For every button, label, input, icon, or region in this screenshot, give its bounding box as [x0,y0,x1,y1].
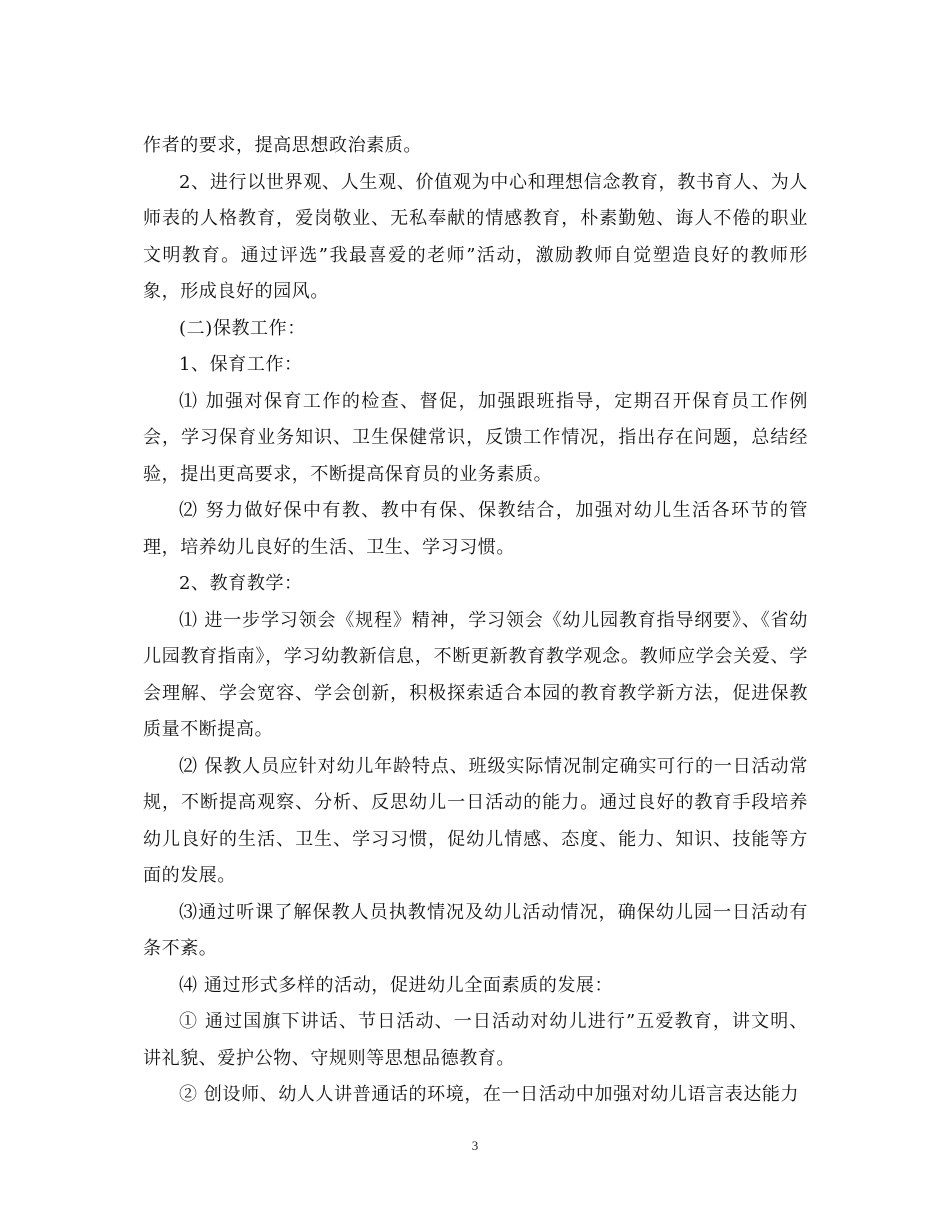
section-heading: (二)保教工作： [179,317,306,339]
paragraph: ⑵ 努力做好保中有教、教中有保、保教结合，加强对幼儿生活各环节的管理，培养幼儿良好的生活、卫生、学习习惯。 [143,500,808,558]
paragraph: ⑴ 加强对保育工作的检查、督促，加强跟班指导，定期召开保育员工作例会，学习保育业务知识、卫生保健常识，反馈工作情况，指出存在问题，总结经验，提出更高要求，不断提高保育员的业务素质。 [143,390,808,485]
page-number: 3 [471,1138,479,1153]
paragraph: ① 通过国旗下讲话、节日活动、一日活动对幼儿进行”五爱教育，讲文明、讲礼貌、爱护公物、守规则等思想品德教育。 [143,1011,808,1069]
paragraph: ⑴ 进一步学习领会《规程》精神，学习领会《幼儿园教育指导纲要》、《省幼儿园教育指南》，学习幼教新信息，不断更新教育教学观念。教师应学会关爱、学会理解、学会宽容、学会创新，积极探索适合本园的教育教学新方法，促进保教质量不断提高。 [143,609,808,740]
document-body [143,128,808,1114]
subsection-heading: 2、教育教学： [179,573,303,594]
paragraph: ② 创设师、幼人人讲普通话的环境，在一日活动中加强对幼儿语言表达能力 [179,1084,800,1105]
paragraph: ⑵ 保教人员应针对幼儿年龄特点、班级实际情况制定确实可行的一日活动常规，不断提高观察、分析、反思幼儿一日活动的能力。通过良好的教育手段培养幼儿良好的生活、卫生、学习习惯，促幼儿情感、态度、能力、知识、技能等方面的发展。 [143,755,808,886]
subsection-heading: 1、保育工作： [179,354,303,375]
paragraph: ⑶通过听课了解保教人员执教情况及幼儿活动情况，确保幼儿园一日活动有条不紊。 [143,901,808,959]
paragraph: 作者的要求，提高思想政治素质。 [143,135,422,156]
paragraph: ⑷ 通过形式多样的活动，促进幼儿全面素质的发展： [179,974,614,996]
paragraph: 2、进行以世界观、人生观、价值观为中心和理想信念教育，教书育人、为人师表的人格教育，爱岗敬业、无私奉献的情感教育，朴素勤勉、诲人不倦的职业文明教育。通过评选”我最喜爱的老师”活动，激励教师自觉塑造良好的教师形象，形成良好的园风。 [143,171,808,302]
